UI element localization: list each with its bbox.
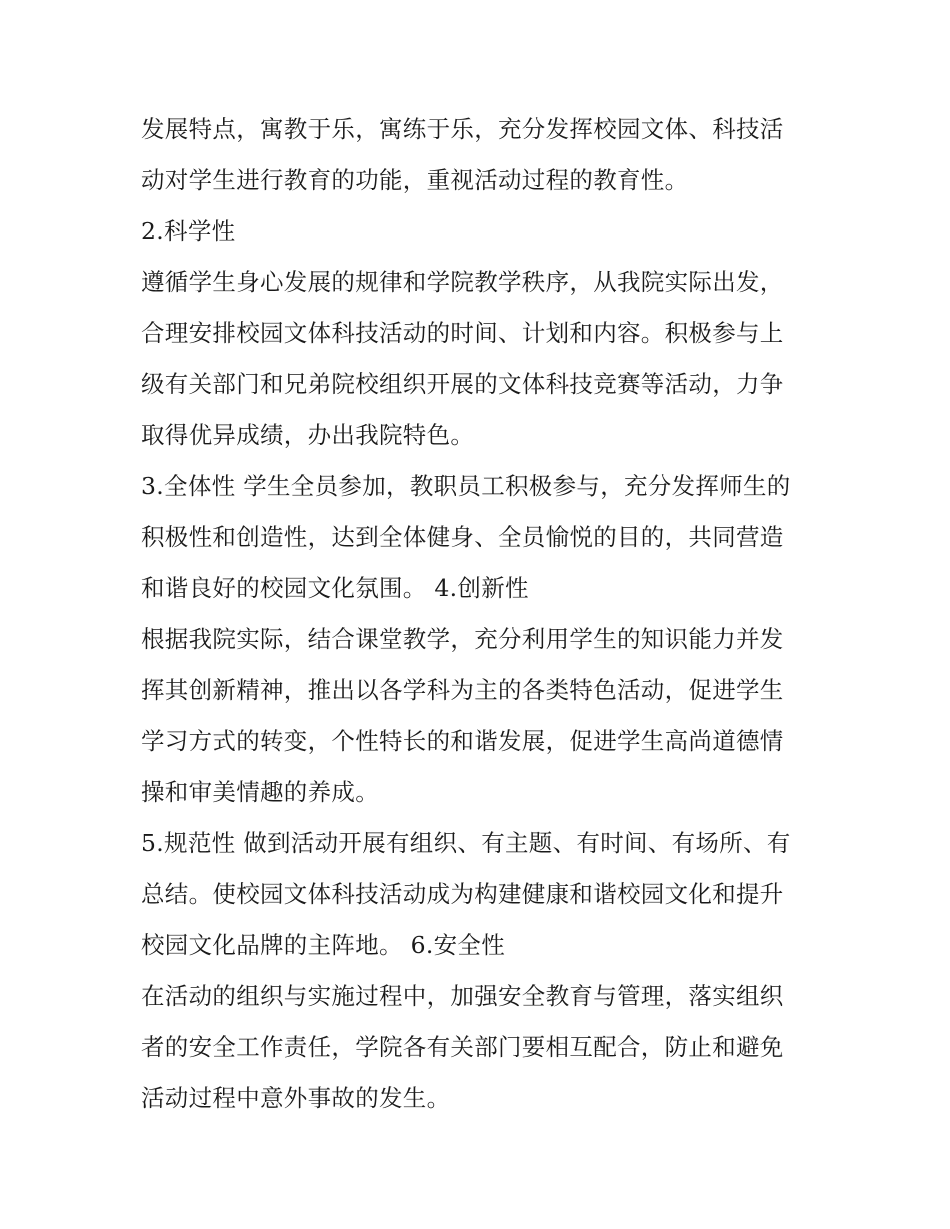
text-line: 合理安排校园文体科技活动的时间、计划和内容。积极参与上 (141, 319, 784, 347)
text-line: 活动过程中意外事故的发生。 (141, 1084, 451, 1112)
text-line: 挥其创新精神，推出以各学科为主的各类特色活动，促进学生 (141, 676, 784, 704)
text-line: 动对学生进行教育的功能，重视活动过程的教育性。 (141, 166, 689, 194)
text-line: 学习方式的转变，个性特长的和谐发展，促进学生高尚道德情 (141, 727, 784, 755)
text-line: 校园文化品牌的主阵地。 6.安全性 (141, 931, 505, 959)
text-line: 级有关部门和兄弟院校组织开展的文体科技竞赛等活动，力争 (141, 370, 784, 398)
text-line: 和谐良好的校园文化氛围。 4.创新性 (141, 574, 529, 602)
text-line: 根据我院实际，结合课堂教学，充分利用学生的知识能力并发 (141, 625, 784, 653)
text-line: 取得优异成绩，办出我院特色。 (141, 421, 475, 449)
text-line: 发展特点，寓教于乐，寓练于乐，充分发挥校园文体、科技活 (141, 115, 784, 143)
text-line: 积极性和创造性，达到全体健身、全员愉悦的目的，共同营造 (141, 523, 784, 551)
text-line: 在活动的组织与实施过程中，加强安全教育与管理，落实组织 (141, 982, 784, 1010)
text-line: 操和审美情趣的养成。 (141, 778, 379, 806)
document-body (141, 104, 821, 1124)
section-heading: 2.科学性 (141, 217, 236, 245)
text-line: 5.规范性 做到活动开展有组织、有主题、有时间、有场所、有 (141, 829, 791, 857)
text-line: 3.全体性 学生全员参加，教职员工积极参与，充分发挥师生的 (141, 472, 791, 500)
text-line: 总结。使校园文体科技活动成为构建健康和谐校园文化和提升 (141, 880, 784, 908)
text-line: 者的安全工作责任，学院各有关部门要相互配合，防止和避免 (141, 1033, 784, 1061)
text-line: 遵循学生身心发展的规律和学院教学秩序，从我院实际出发， (141, 268, 784, 296)
